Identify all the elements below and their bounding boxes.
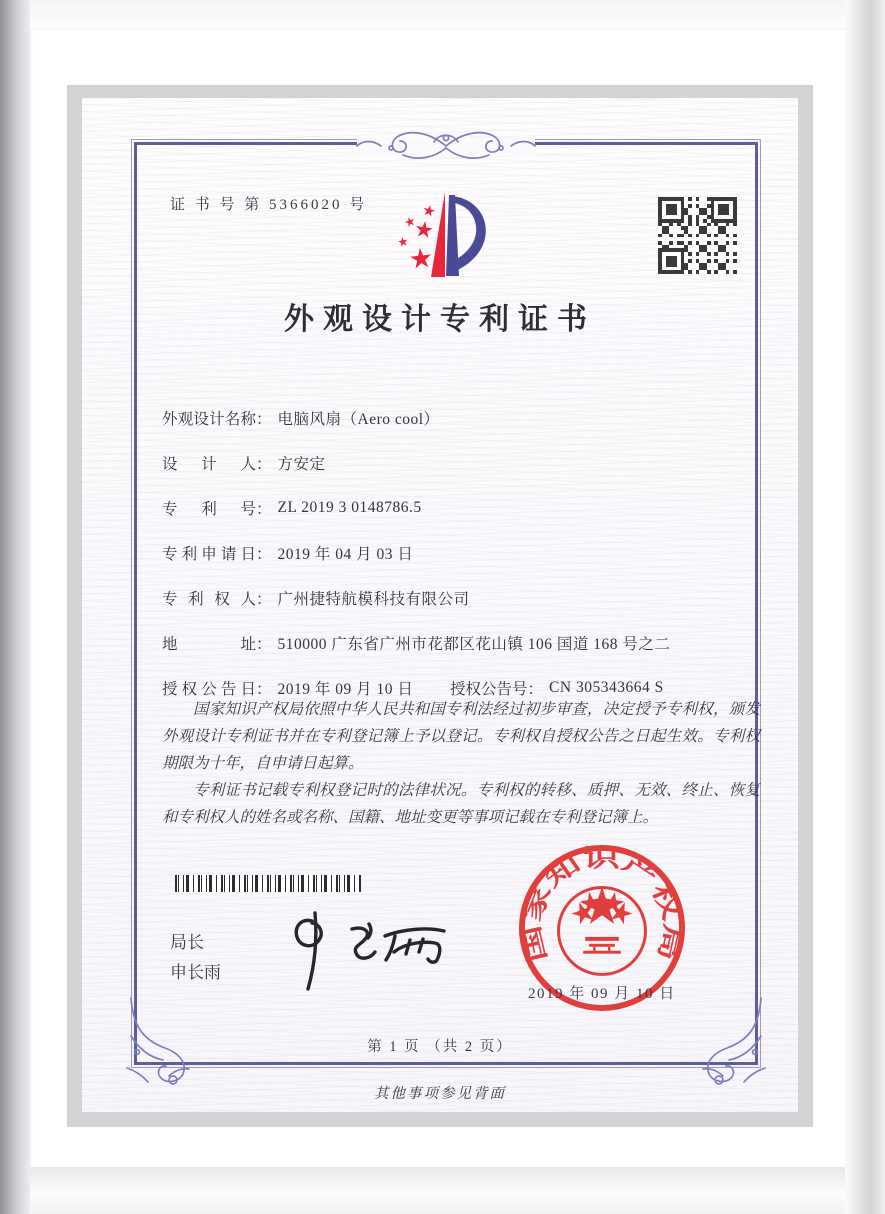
cnipa-logo-svg <box>388 180 502 292</box>
seal-text: 国家知识产权局 <box>518 845 686 965</box>
field-colon: ： <box>256 635 272 653</box>
commissioner-signature <box>282 891 467 996</box>
frame-edge-right <box>845 0 885 1214</box>
field-patentee <box>162 575 762 620</box>
field-value: 方安定 <box>277 455 326 473</box>
field-designer <box>162 440 762 485</box>
field-value: 2019 年 04 月 03 日 <box>277 545 414 563</box>
frame-edge-top <box>30 0 845 28</box>
qr-code <box>658 197 737 274</box>
field-colon: ： <box>256 680 272 698</box>
field-design-name <box>162 395 762 440</box>
field-value: CN 305343664 S <box>549 678 664 696</box>
field-colon: ： <box>256 590 272 608</box>
field-label: 授权公告号 <box>450 680 528 698</box>
field-colon: ： <box>256 410 272 428</box>
field-list <box>162 395 762 710</box>
field-colon: ： <box>256 545 272 563</box>
flourish-icon <box>351 124 541 168</box>
field-colon: ： <box>256 455 272 473</box>
signature-strokes <box>282 891 467 996</box>
seal-date: 2019 年 09 月 10 日 <box>528 986 676 1002</box>
field-value: 510000 广东省广州市花都区花山镇 106 国道 168 号之二 <box>277 635 671 653</box>
field-filing-date <box>162 530 762 575</box>
field-label: 设计人 <box>162 455 256 473</box>
page-number: 第 1 页 （共 2 页） <box>367 1039 513 1055</box>
field-label: 专利号 <box>162 500 256 518</box>
certificate-number: 证 书 号 第 5366020 号 <box>170 197 368 213</box>
signer-block <box>170 928 221 988</box>
frame-edge-bottom <box>30 1167 845 1214</box>
field-label: 外观设计名称 <box>162 410 256 428</box>
field-colon: ： <box>256 500 272 518</box>
legal-text <box>162 696 760 831</box>
field-value: 广州捷特航模科技有限公司 <box>277 590 470 608</box>
field-colon: ： <box>527 680 544 698</box>
certificate-paper <box>82 98 798 1112</box>
see-back-note: 其他事项参见背面 <box>374 1086 506 1102</box>
field-value: 电脑风扇（Aero cool） <box>277 410 440 428</box>
signer-name: 申长雨 <box>170 963 221 982</box>
field-address <box>162 620 762 665</box>
field-label: 专利权人 <box>162 590 256 608</box>
top-flourish-ornament <box>351 124 541 168</box>
frame-edge-left <box>0 0 30 1214</box>
legal-paragraph-1: 国家知识产权局依照中华人民共和国专利法经过初步审查，决定授予专利权，颁发外观设计专利证书并在专利登记簿上予以登记。专利权自授权公告之日起生效。专利权期限为十年，自申请日起算。 <box>162 701 760 772</box>
barcode <box>175 875 361 892</box>
field-label: 授权公告日 <box>162 680 256 698</box>
field-patent-number <box>162 485 762 530</box>
signer-title: 局长 <box>170 933 204 952</box>
legal-paragraph-2: 专利证书记载专利权登记时的法律状况。专利权的转移、质押、无效、终止、恢复和专利权人的姓名或名称、国籍、地址变更等事项记载在专利登记簿上。 <box>162 782 760 826</box>
field-label: 地址 <box>162 635 256 653</box>
field-value: ZL 2019 3 0148786.5 <box>277 498 422 516</box>
field-label: 专利申请日 <box>162 545 256 563</box>
document-title: 外观设计专利证书 <box>284 303 596 336</box>
cnipa-logo-icon <box>388 180 502 292</box>
field-value: 2019 年 09 月 10 日 <box>277 680 414 698</box>
